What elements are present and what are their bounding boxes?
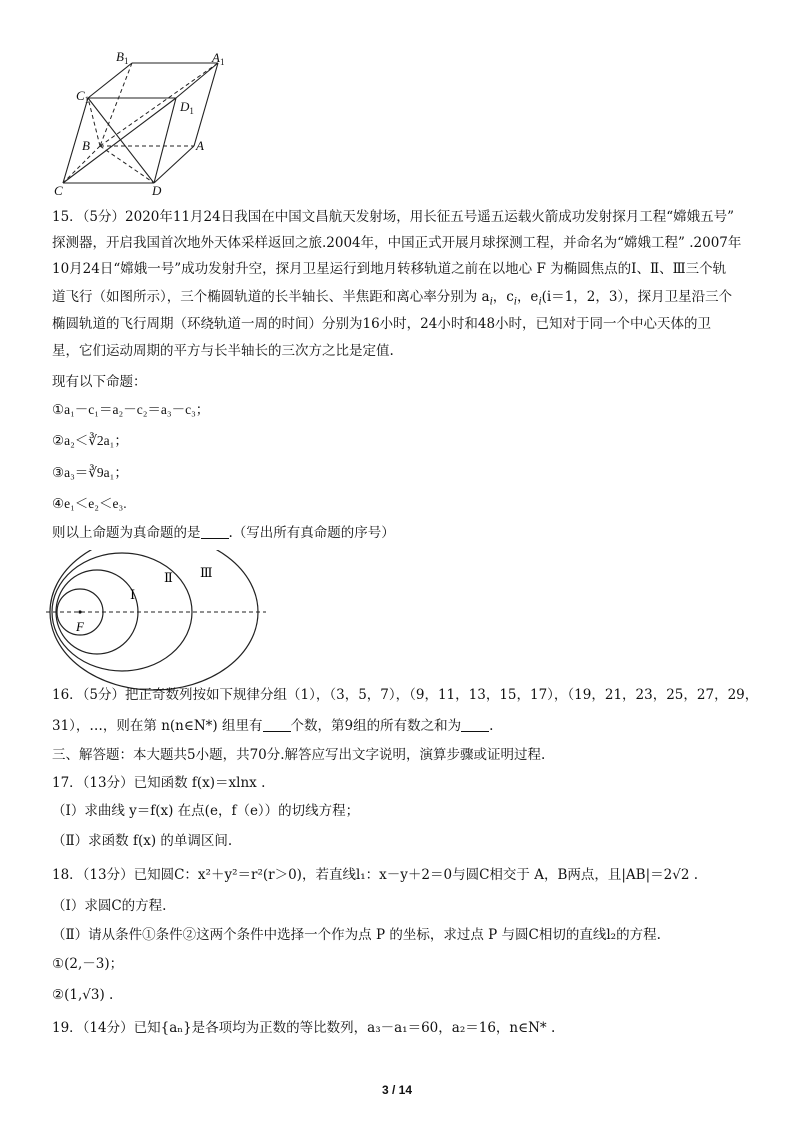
orbit-ellipses-figure	[40, 550, 270, 700]
label-d1: $D_1$	[180, 99, 194, 116]
label-a: A	[196, 138, 204, 153]
orbit-label-iii: Ⅲ	[200, 565, 213, 580]
q15-line-2: 探测器，开启我国首次地外天体采样返回之旅.2004年，中国正式开展月球探测工程，并命名为“嫦娥工程” .2007年	[52, 235, 742, 251]
label-c1: $C_1$	[76, 88, 90, 105]
q15-line-4: 道飞行（如图所示），三个椭圆轨道的长半轴长、半焦距和离心率分别为 $a_i$，$c_i$，$e_i(i=1$，2，3），探月卫星沿三个	[52, 289, 733, 308]
label-c: C	[54, 183, 63, 196]
orbit-label-ii: Ⅱ	[164, 570, 173, 585]
answer-blank-sum	[461, 717, 489, 732]
section-heading: 三、解答题：本大题共5小题，共70分.解答应写出文字说明，演算步骤或证明过程.	[52, 747, 546, 763]
label-a1: $A_1$	[212, 50, 225, 67]
q15-line-3: 10月24日“嫦娥一号”成功发射升空，探月卫星运行到地月转移轨道之前在以地心 F 为椭圆焦点的Ⅰ、Ⅱ、Ⅲ三个轨	[52, 261, 727, 277]
q16-line-1: 16．（5分）把正奇数列按如下规律分组（1），（3，5，7），（9，11，13，15，17），（19，21，23，25，27，29，	[52, 687, 759, 703]
q15-proposition-3: ③a₃＝∛9a₁；	[52, 465, 128, 480]
q16-line-2: 31），…，则在第 n(n∈N*) 组里有 个数，第9组的所有数之和为 .	[52, 718, 494, 734]
q18-part-ii: （Ⅱ）请从条件①条件②这两个条件中选择一个作为点 P 的坐标，求过点 P 与圆C相切的直线l₂的方程.	[52, 927, 661, 943]
answer-blank-count	[263, 717, 291, 732]
q15-line-6: 星，它们运动周期的平方与长半轴长的三次方之比是定值.	[52, 343, 394, 359]
q18-stem: 18．（13分）已知圆C：x²＋y²＝r²(r＞0)，若直线l₁：x－y＋2＝0与圆C相交于 A，B两点，且|AB|＝2√2 .	[52, 867, 699, 883]
q15-proposition-2: ②a₂＜∛2a₁；	[52, 433, 128, 448]
q15-question: 则以上命题为真命题的是 .（写出所有真命题的序号）	[52, 525, 395, 541]
label-b1: $B_1$	[116, 49, 129, 66]
q19-stem: 19．（14分）已知{aₙ}是各项均为正数的等比数列，a₃－a₁＝60，a₂＝16，n∈N* .	[52, 1020, 556, 1036]
q15-line-1: 15．（5分）2020年11月24日我国在中国文昌航天发射场，用长征五号遥五运载火箭成功发射探月工程“嫦娥五号”	[52, 209, 735, 225]
q17-part-ii: （Ⅱ）求函数 f(x) 的单调区间.	[52, 833, 233, 849]
q18-condition-1: ①(2,－3)；	[52, 956, 124, 972]
q15-line-5: 椭圆轨道的飞行周期（环绕轨道一周的时间）分别为16小时，24小时和48小时，已知对于同一个中心天体的卫	[52, 316, 712, 332]
focus-label-f: F	[76, 619, 84, 634]
prism-figure	[48, 46, 248, 196]
q17-stem: 17．（13分）已知函数 f(x)＝xlnx .	[52, 775, 266, 791]
answer-blank	[201, 524, 229, 539]
q15-intro: 现有以下命题：	[52, 374, 147, 390]
label-d: D	[152, 183, 162, 196]
q18-condition-2: ②(1,√3) .	[52, 987, 114, 1003]
q15-proposition-4: ④e₁＜e₂＜e₃.	[52, 496, 127, 511]
q18-part-i: （Ⅰ）求圆C的方程.	[52, 898, 167, 914]
label-b: B	[82, 138, 90, 153]
q17-part-i: （Ⅰ）求曲线 y＝f(x) 在点(e，f（e））的切线方程；	[52, 803, 360, 819]
q15-proposition-1: ①a₁－c₁＝a₂－c₂＝a₃－c₃；	[52, 402, 210, 417]
page-number: 3 / 14	[381, 1083, 413, 1097]
orbit-label-i: Ⅰ	[130, 587, 136, 602]
